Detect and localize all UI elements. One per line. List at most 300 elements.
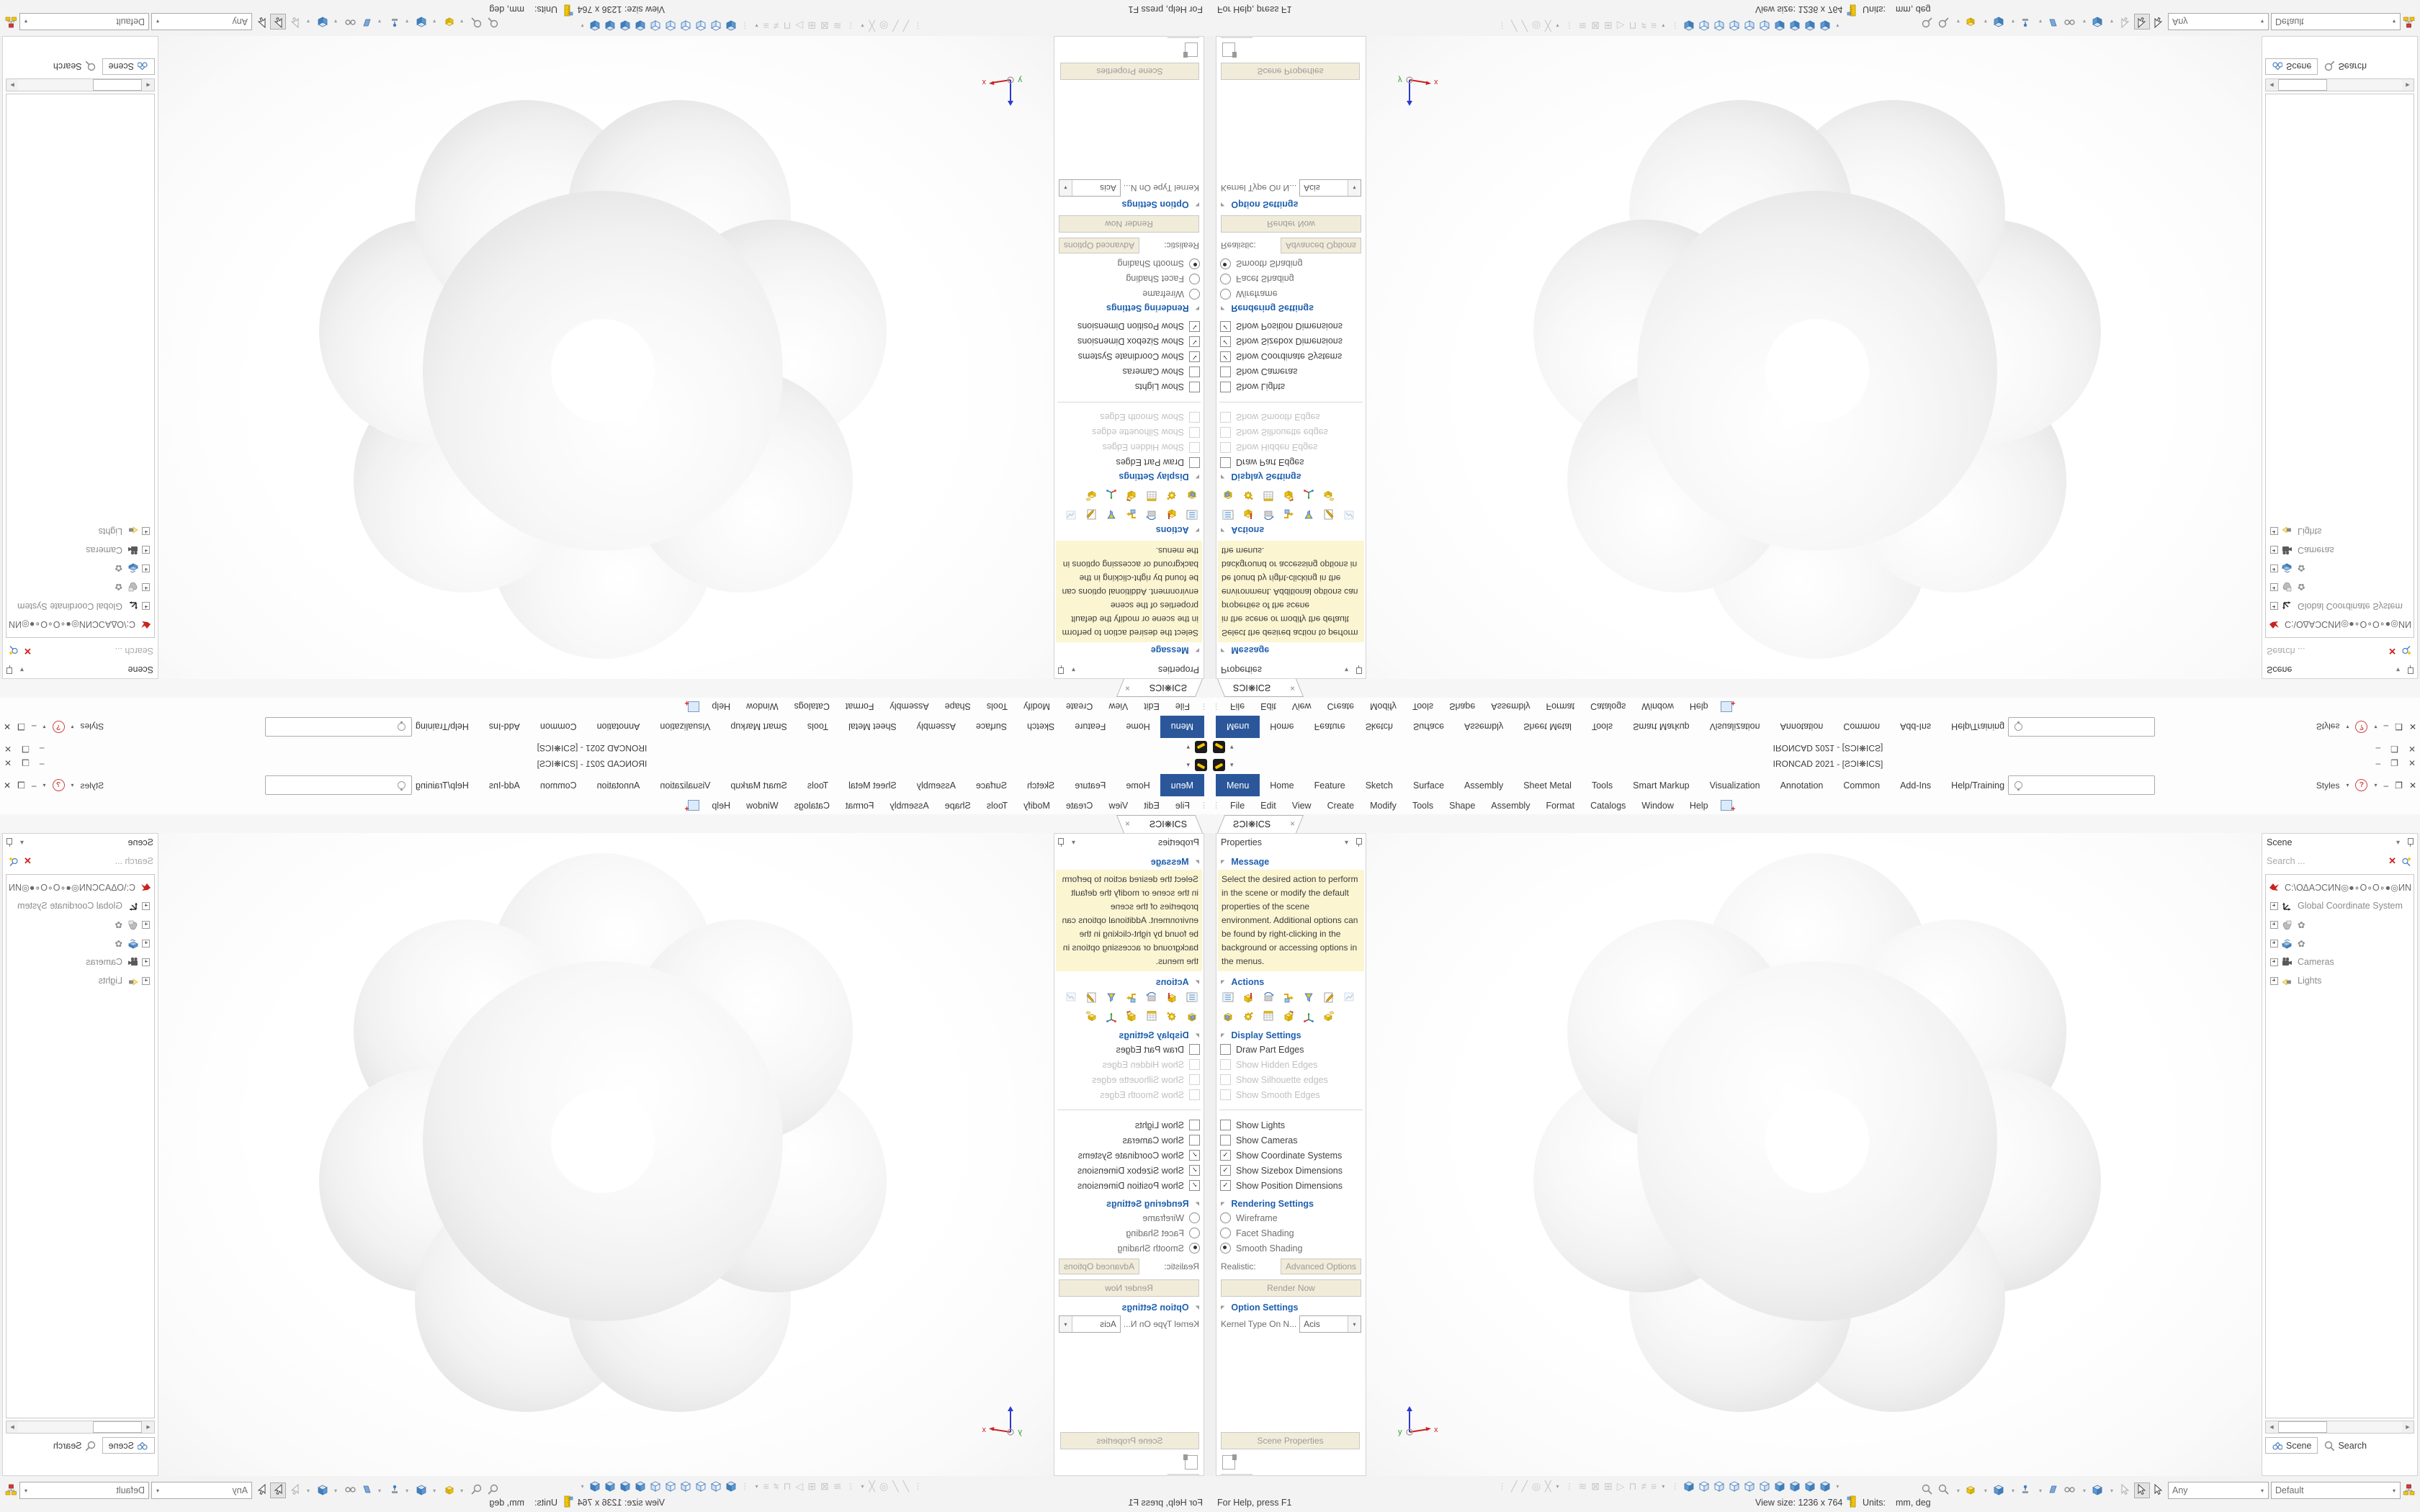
tab-help-training[interactable]: Help/Training (1951, 780, 2005, 791)
help-caret-icon[interactable]: ▾ (2374, 782, 2378, 788)
pan-icon[interactable] (386, 14, 400, 29)
rendering-settings-section-header[interactable]: ◤ Rendering Settings (1221, 303, 1314, 313)
pan-icon[interactable] (386, 1483, 400, 1498)
view-back-icon[interactable] (1713, 19, 1726, 33)
doc-minimize-button[interactable]: – (2383, 780, 2389, 791)
scene-properties-list-icon[interactable] (1183, 506, 1198, 521)
edit-sheet-icon[interactable] (1083, 991, 1097, 1006)
menu-view[interactable]: View (1291, 800, 1312, 811)
menu-modify[interactable]: Modify (1023, 701, 1050, 712)
group-caret-icon[interactable]: ▾ (1662, 22, 1665, 30)
document-tab-close-icon[interactable]: × (1289, 819, 1295, 829)
toolbar-drag-handle[interactable]: ⋮ (1201, 702, 1208, 711)
message-section-header[interactable]: ◤ Message (1221, 857, 1270, 867)
configurations-icon[interactable] (2403, 1483, 2417, 1498)
document-tab[interactable] (1124, 815, 1203, 833)
view-top-icon[interactable] (1758, 19, 1772, 33)
tree-item-global-coordinate-system[interactable]: Global Coordinate System (6, 896, 154, 915)
caret-icon[interactable]: ▾ (2110, 18, 2113, 25)
skew-view-icon[interactable] (2047, 14, 2061, 29)
scrollbar-thumb[interactable] (93, 79, 142, 91)
tree-item-part-2[interactable]: ✿ (6, 559, 154, 578)
menu-help[interactable]: Help (1689, 800, 1708, 811)
menu-tools[interactable]: Tools (1412, 701, 1434, 712)
view-iso4-icon[interactable] (1819, 19, 1832, 33)
menu-assembly[interactable]: Assembly (1491, 701, 1531, 712)
assembly-boxes-icon[interactable] (1123, 487, 1137, 502)
radio-smooth-shading[interactable]: Smooth Shading (1220, 1241, 1366, 1256)
view-top-icon[interactable] (1758, 1480, 1772, 1493)
tree-item-global-coordinate-system[interactable]: Global Coordinate System (2266, 597, 2414, 616)
group-caret-icon[interactable]: ▾ (1836, 1482, 1839, 1490)
tab-smart-markup[interactable]: Smart Markup (1633, 721, 1690, 732)
view-iso-icon[interactable] (724, 19, 738, 33)
doc-close-button[interactable]: ✕ (2408, 780, 2416, 791)
radio-wireframe[interactable]: Wireframe (1054, 1210, 1200, 1225)
quick-access-caret-icon[interactable]: ▾ (1186, 761, 1190, 768)
scroll-left-icon[interactable]: ◀ (2266, 1421, 2277, 1433)
menu-create[interactable]: Create (1065, 701, 1093, 712)
zoom-window-icon[interactable] (468, 1483, 483, 1498)
styles-dropdown[interactable]: Styles (2316, 721, 2340, 732)
suppress-part-icon[interactable] (1163, 506, 1178, 521)
checkbox-show-position-dimensions[interactable]: ✓ Show Position Dimensions (1054, 1178, 1200, 1193)
checkbox-show-sizebox-dimensions[interactable]: ✓ Show Sizebox Dimensions (1220, 1163, 1366, 1178)
view-top-icon[interactable] (648, 1480, 662, 1493)
quick-access-caret-icon[interactable]: ▾ (1230, 744, 1234, 751)
assembly-boxes-icon[interactable] (1283, 487, 1297, 502)
ribbon-search-input[interactable] (2008, 717, 2155, 737)
caret-icon[interactable]: ▾ (307, 18, 310, 25)
browser-tab-search[interactable]: Search (48, 59, 102, 74)
tree-item-lights[interactable]: Lights (2266, 971, 2414, 990)
checkbox-show-sizebox-dimensions[interactable]: ✓ Show Sizebox Dimensions (1054, 334, 1200, 349)
render-mode-icon[interactable] (2091, 1483, 2105, 1498)
rotate-scene-icon[interactable] (1143, 506, 1157, 521)
group-caret-icon[interactable]: ▾ (755, 22, 758, 30)
group-caret-icon[interactable]: ▾ (861, 22, 864, 30)
tab-sketch[interactable]: Sketch (1365, 780, 1393, 791)
view-left-icon[interactable] (1728, 1480, 1742, 1493)
message-section-header[interactable]: ◤ Message (1150, 645, 1199, 655)
checkbox-show-position-dimensions[interactable]: ✓ Show Position Dimensions (1220, 319, 1366, 334)
fit-scene-icon[interactable] (413, 14, 428, 29)
menu-edit[interactable]: Edit (1144, 800, 1160, 811)
menu-help[interactable]: Help (712, 701, 731, 712)
caret-icon[interactable]: ▾ (460, 18, 464, 25)
toolbar-drag-handle[interactable]: ⋮ (1565, 21, 1573, 30)
doc-minimize-button[interactable]: – (31, 721, 37, 732)
edit-sheet-icon[interactable] (1323, 506, 1337, 521)
checkbox-show-coordinate-systems[interactable]: ✓ Show Coordinate Systems (1054, 349, 1200, 364)
fit-part-icon[interactable] (441, 14, 455, 29)
fit-part-icon[interactable] (1965, 14, 1979, 29)
caret-icon[interactable]: ▾ (2110, 1487, 2113, 1494)
option-settings-section-header[interactable]: ◤ Option Settings (1221, 199, 1299, 210)
checkbox-show-cameras[interactable]: Show Cameras (1054, 1133, 1200, 1148)
view-iso-icon[interactable] (1682, 1480, 1696, 1493)
tab-visualization[interactable]: Visualization (1709, 721, 1760, 732)
group-caret-icon[interactable]: ▾ (1556, 22, 1559, 30)
view-front-icon[interactable] (1698, 1480, 1711, 1493)
browser-tab-scene[interactable]: Scene (102, 58, 155, 75)
selection-filter-dropdown[interactable]: Any ▾ (151, 1482, 252, 1499)
browser-search-input[interactable] (7, 642, 153, 660)
doc-restore-button[interactable]: ❐ (2395, 721, 2403, 732)
tree-item-part-1[interactable]: ✿ (6, 578, 154, 597)
new-window-icon[interactable]: + (688, 800, 699, 811)
extrude-part-icon[interactable] (1323, 487, 1337, 502)
suppress-part-icon[interactable] (1242, 506, 1257, 521)
expand-icon[interactable] (142, 603, 150, 611)
menu-help[interactable]: Help (1689, 701, 1708, 712)
clear-search-icon[interactable]: ✕ (24, 855, 32, 866)
radio-facet-shading[interactable]: Facet Shading (1054, 1225, 1200, 1241)
view-right-icon[interactable] (663, 1480, 677, 1493)
doc-minimize-button[interactable]: – (31, 780, 37, 791)
checkbox-draw-part-edges[interactable]: Draw Part Edges (1054, 1042, 1200, 1057)
document-tab-close-icon[interactable]: × (1125, 819, 1131, 829)
expand-icon[interactable] (142, 584, 150, 592)
view-iso2-icon[interactable] (1788, 19, 1802, 33)
view-top-icon[interactable] (648, 19, 662, 33)
tab-sheet-metal[interactable]: Sheet Metal (848, 721, 897, 732)
browser-tab-scene[interactable]: Scene (2265, 1437, 2318, 1454)
scene-properties-list-icon[interactable] (1222, 506, 1237, 521)
scene-properties-button[interactable]: Scene Properties (1221, 63, 1360, 80)
toolbar-drag-handle[interactable]: ⋮ (1671, 1482, 1679, 1491)
styles-caret-icon[interactable]: ▾ (71, 724, 74, 730)
ribbon-search-input[interactable] (2008, 775, 2155, 795)
expand-icon[interactable] (142, 565, 150, 573)
view-bottom-icon[interactable] (633, 19, 647, 33)
doc-minimize-button[interactable]: – (2383, 721, 2389, 732)
view-iso2-icon[interactable] (618, 19, 632, 33)
expand-icon[interactable] (142, 977, 150, 985)
checkbox-show-lights[interactable]: Show Lights (1054, 1117, 1200, 1133)
display-settings-section-header[interactable]: ◤ Display Settings (1221, 472, 1301, 482)
menu-edit[interactable]: Edit (1260, 701, 1276, 712)
radio-wireframe[interactable]: Wireframe (1054, 287, 1200, 302)
expand-icon[interactable] (142, 528, 150, 536)
tree-item-lights[interactable]: Lights (6, 971, 154, 990)
help-caret-icon[interactable]: ▾ (42, 782, 46, 788)
caret-icon[interactable]: ▾ (405, 18, 409, 25)
styles-dropdown[interactable]: Styles (2316, 780, 2340, 791)
fit-part-icon[interactable] (1965, 1483, 1979, 1498)
browser-tab-search[interactable]: Search (48, 1438, 102, 1453)
menu-modify[interactable]: Modify (1370, 701, 1397, 712)
app-icon[interactable] (1213, 741, 1225, 753)
view-iso3-icon[interactable] (603, 1480, 617, 1493)
group-caret-icon[interactable]: ▾ (755, 1482, 758, 1490)
view-front-icon[interactable] (1698, 19, 1711, 33)
view-iso2-icon[interactable] (618, 1480, 632, 1493)
render-filter-icon[interactable] (1303, 506, 1317, 521)
doc-close-button[interactable]: ✕ (4, 780, 12, 791)
menu-format[interactable]: Format (1546, 800, 1575, 811)
caret-icon[interactable]: ▾ (1984, 18, 1987, 25)
select-alt-icon[interactable] (2151, 14, 2166, 29)
minimize-button[interactable]: – (2375, 744, 2381, 754)
kernel-type-dropdown[interactable]: Acis ▾ (1059, 179, 1121, 197)
checkbox-show-cameras[interactable]: Show Cameras (1054, 364, 1200, 379)
selection-filter-dropdown[interactable]: Any ▾ (151, 13, 252, 30)
panel-menu-caret-icon[interactable]: ▾ (1344, 838, 1348, 847)
tab-visualization[interactable]: Visualization (660, 721, 711, 732)
scrollbar-thumb[interactable] (2278, 1421, 2327, 1433)
tab-assembly[interactable]: Assembly (1464, 721, 1504, 732)
zoom-window-icon[interactable] (1937, 14, 1952, 29)
advanced-options-button[interactable]: Advanced Options (1059, 1259, 1139, 1274)
scroll-left-icon[interactable]: ◀ (143, 1421, 154, 1433)
tab-menu[interactable]: Menu (1216, 774, 1260, 796)
menu-file[interactable]: File (1175, 701, 1190, 712)
radio-smooth-shading[interactable]: Smooth Shading (1054, 1241, 1200, 1256)
view-iso2-icon[interactable] (1788, 1480, 1802, 1493)
menu-modify[interactable]: Modify (1370, 800, 1397, 811)
settings-gear-icon[interactable] (1163, 1010, 1178, 1025)
checkbox-show-sizebox-dimensions[interactable]: ✓ Show Sizebox Dimensions (1220, 334, 1366, 349)
tab-help-training[interactable]: Help/Training (415, 721, 469, 732)
caret-icon[interactable]: ▾ (378, 18, 382, 25)
fit-scene-icon[interactable] (413, 1483, 428, 1498)
perspective-icon[interactable] (2063, 14, 2078, 29)
option-settings-section-header[interactable]: ◤ Option Settings (1121, 199, 1199, 210)
expand-icon[interactable] (2270, 603, 2278, 611)
fit-part-icon[interactable] (441, 1483, 455, 1498)
checkbox-show-lights[interactable]: Show Lights (1054, 379, 1200, 395)
rotate-scene-icon[interactable] (1263, 991, 1277, 1006)
tab-feature[interactable]: Feature (1314, 721, 1345, 732)
kernel-type-dropdown[interactable]: Acis ▾ (1299, 1315, 1361, 1333)
help-button[interactable]: ? (2355, 721, 2367, 733)
checkbox-show-lights[interactable]: Show Lights (1220, 379, 1366, 395)
zoom-icon[interactable] (485, 14, 499, 29)
dimension-table-icon[interactable] (1143, 487, 1157, 502)
tree-item-part-2[interactable]: ✿ (2266, 934, 2414, 953)
restore-button[interactable]: ❐ (2390, 758, 2398, 768)
help-button[interactable]: ? (2355, 779, 2367, 791)
tab-sheet-metal[interactable]: Sheet Metal (848, 780, 897, 791)
tree-item-cameras[interactable]: Cameras (6, 953, 154, 971)
menu-assembly[interactable]: Assembly (889, 701, 929, 712)
caret-icon[interactable]: ▾ (2082, 1487, 2086, 1494)
tab-smart-markup[interactable]: Smart Markup (730, 721, 787, 732)
caret-icon[interactable]: ▾ (2038, 18, 2042, 25)
camera-box-icon[interactable] (1222, 1010, 1237, 1025)
rotate-scene-icon[interactable] (1263, 506, 1277, 521)
scroll-left-icon[interactable]: ◀ (143, 79, 154, 91)
toolbar-drag-handle[interactable]: ⋮ (1565, 1482, 1573, 1491)
scroll-right-icon[interactable]: ▶ (2402, 1421, 2414, 1433)
tab-tools[interactable]: Tools (807, 721, 829, 732)
restore-button[interactable]: ❐ (22, 758, 30, 768)
scroll-right-icon[interactable]: ▶ (6, 1421, 18, 1433)
menu-view[interactable]: View (1108, 800, 1129, 811)
settings-gear-icon[interactable] (1163, 487, 1178, 502)
camera-box-icon[interactable] (1222, 487, 1237, 502)
view-iso3-icon[interactable] (603, 19, 617, 33)
select-tool-icon[interactable] (271, 1483, 285, 1498)
tree-root-scene[interactable]: C:\ΟΔAƆCИΝ◎●∘Ο∘Ο∘●◎ИΝ (6, 616, 154, 634)
extrude-part-icon[interactable] (1083, 487, 1097, 502)
app-icon[interactable] (1195, 759, 1207, 771)
tab-home[interactable]: Home (1270, 780, 1294, 791)
view-bottom-icon[interactable] (633, 1480, 647, 1493)
tab-feature[interactable]: Feature (1075, 780, 1106, 791)
menu-edit[interactable]: Edit (1260, 800, 1276, 811)
view-front-icon[interactable] (709, 19, 722, 33)
menu-window[interactable]: Window (1641, 701, 1674, 712)
tab-tools[interactable]: Tools (807, 780, 829, 791)
configurations-icon[interactable] (2403, 14, 2417, 29)
toolbar-drag-handle[interactable]: ⋮ (741, 1482, 749, 1491)
expand-icon[interactable] (2270, 921, 2278, 929)
menu-assembly[interactable]: Assembly (1491, 800, 1531, 811)
zoom-window-icon[interactable] (468, 14, 483, 29)
extract-part-icon[interactable] (1123, 506, 1137, 521)
view-iso4-icon[interactable] (1819, 1480, 1832, 1493)
tab-sheet-metal[interactable]: Sheet Metal (1523, 780, 1572, 791)
advanced-options-button[interactable]: Advanced Options (1281, 238, 1361, 253)
render-filter-icon[interactable] (1303, 991, 1317, 1006)
tab-visualization[interactable]: Visualization (660, 780, 711, 791)
tree-horizontal-scrollbar[interactable] (2265, 78, 2414, 91)
caret-icon[interactable]: ▾ (433, 18, 436, 25)
actions-section-header[interactable]: ◤ Actions (1155, 525, 1199, 535)
document-tab-close-icon[interactable]: × (1289, 683, 1295, 693)
panel-pin-icon[interactable] (1059, 665, 1065, 674)
extrude-part-icon[interactable] (1323, 1010, 1337, 1025)
render-now-button[interactable]: Render Now (1059, 1279, 1199, 1297)
group-caret-icon[interactable]: ▾ (581, 1482, 584, 1490)
render-now-button[interactable]: Render Now (1059, 215, 1199, 233)
panel-menu-caret-icon[interactable]: ▾ (1072, 665, 1076, 674)
rendering-settings-section-header[interactable]: ◤ Rendering Settings (1221, 1199, 1314, 1209)
tab-assembly[interactable]: Assembly (916, 721, 956, 732)
expand-icon[interactable] (2270, 977, 2278, 985)
view-front-icon[interactable] (709, 1480, 722, 1493)
panel-pin-icon[interactable] (2407, 838, 2413, 847)
tab-smart-markup[interactable]: Smart Markup (730, 780, 787, 791)
expand-icon[interactable] (2270, 528, 2278, 536)
menu-tools[interactable]: Tools (986, 701, 1008, 712)
radio-wireframe[interactable]: Wireframe (1220, 287, 1366, 302)
clear-search-icon[interactable]: ✕ (2388, 646, 2396, 657)
tree-item-cameras[interactable]: Cameras (2266, 541, 2414, 559)
pan-icon[interactable] (2020, 1483, 2034, 1498)
configurations-icon[interactable] (3, 14, 17, 29)
zoom-icon[interactable] (485, 1483, 499, 1498)
new-window-icon[interactable]: + (1721, 701, 1732, 712)
expand-icon[interactable] (2270, 902, 2278, 910)
expand-icon[interactable] (142, 546, 150, 554)
browser-search-input[interactable] (2267, 642, 2413, 660)
caret-icon[interactable]: ▾ (378, 1487, 382, 1494)
help-button[interactable]: ? (53, 721, 65, 733)
caret-icon[interactable]: ▾ (1956, 1487, 1960, 1494)
message-section-header[interactable]: ◤ Message (1221, 645, 1270, 655)
select-tool-icon[interactable] (271, 14, 285, 29)
view-iso4-icon[interactable] (588, 19, 601, 33)
menu-create[interactable]: Create (1065, 800, 1093, 811)
camera-box-icon[interactable] (1183, 487, 1198, 502)
close-button[interactable]: ✕ (4, 758, 12, 768)
extract-part-icon[interactable] (1283, 991, 1297, 1006)
menu-catalogs[interactable]: Catalogs (1590, 701, 1626, 712)
styles-dropdown[interactable]: Styles (80, 780, 104, 791)
zoom-icon[interactable] (1921, 1483, 1935, 1498)
document-tab[interactable] (1124, 679, 1203, 697)
doc-close-button[interactable]: ✕ (4, 721, 12, 732)
zoom-icon[interactable] (1921, 14, 1935, 29)
view-left-icon[interactable] (678, 19, 692, 33)
render-now-button[interactable]: Render Now (1221, 1279, 1361, 1297)
new-window-icon[interactable]: + (688, 701, 699, 712)
kernel-type-dropdown[interactable]: Acis ▾ (1059, 1315, 1121, 1333)
actions-section-header[interactable]: ◤ Actions (1155, 977, 1199, 987)
toolbar-drag-handle[interactable]: ⋮ (1498, 1482, 1505, 1491)
menu-catalogs[interactable]: Catalogs (794, 800, 830, 811)
extract-part-icon[interactable] (1283, 506, 1297, 521)
view-right-icon[interactable] (1743, 1480, 1757, 1493)
tree-item-lights[interactable]: Lights (6, 522, 154, 541)
tab-help-training[interactable]: Help/Training (1951, 721, 2005, 732)
configuration-dropdown[interactable]: Default ▾ (2271, 1482, 2401, 1499)
toolbar-drag-handle[interactable]: ⋮ (1201, 801, 1208, 810)
clear-search-icon[interactable]: ✕ (2388, 855, 2396, 866)
document-tab-close-icon[interactable]: × (1125, 683, 1131, 693)
tree-item-part-2[interactable]: ✿ (2266, 559, 2414, 578)
menu-format[interactable]: Format (845, 701, 874, 712)
view-bottom-icon[interactable] (1773, 1480, 1787, 1493)
tree-horizontal-scrollbar[interactable] (6, 1421, 155, 1434)
document-tab[interactable] (1217, 815, 1296, 833)
view-iso4-icon[interactable] (588, 1480, 601, 1493)
tab-surface[interactable]: Surface (975, 721, 1008, 732)
find-icon[interactable] (2401, 645, 2413, 657)
display-settings-section-header[interactable]: ◤ Display Settings (1119, 472, 1199, 482)
document-tab[interactable] (1217, 679, 1296, 697)
radio-facet-shading[interactable]: Facet Shading (1220, 271, 1366, 287)
scene-properties-list-icon[interactable] (1183, 991, 1198, 1006)
assembly-boxes-icon[interactable] (1283, 1010, 1297, 1025)
tab-common[interactable]: Common (1843, 721, 1881, 732)
render-mode-icon[interactable] (2091, 14, 2105, 29)
browser-tab-scene[interactable]: Scene (2265, 58, 2318, 75)
tree-horizontal-scrollbar[interactable] (6, 78, 155, 91)
display-settings-section-header[interactable]: ◤ Display Settings (1119, 1030, 1199, 1040)
menu-create[interactable]: Create (1327, 701, 1355, 712)
viewport-3d[interactable] (1366, 833, 2262, 1476)
checkbox-show-sizebox-dimensions[interactable]: ✓ Show Sizebox Dimensions (1054, 1163, 1200, 1178)
checkbox-show-coordinate-systems[interactable]: ✓ Show Coordinate Systems (1220, 349, 1366, 364)
tree-horizontal-scrollbar[interactable] (2265, 1421, 2414, 1434)
option-settings-section-header[interactable]: ◤ Option Settings (1221, 1302, 1299, 1313)
checkbox-show-position-dimensions[interactable]: ✓ Show Position Dimensions (1220, 1178, 1366, 1193)
doc-close-button[interactable]: ✕ (2408, 721, 2416, 732)
panel-menu-caret-icon[interactable]: ▾ (1072, 838, 1076, 847)
dimension-table-icon[interactable] (1263, 1010, 1277, 1025)
tab-surface[interactable]: Surface (975, 780, 1008, 791)
doc-restore-button[interactable]: ❐ (2395, 780, 2403, 791)
panel-pin-icon[interactable] (1059, 838, 1065, 847)
tab-sketch[interactable]: Sketch (1027, 721, 1055, 732)
menu-help[interactable]: Help (712, 800, 731, 811)
tab-add-ins[interactable]: Add-Ins (488, 780, 520, 791)
triad-axes-icon[interactable] (1303, 487, 1317, 502)
